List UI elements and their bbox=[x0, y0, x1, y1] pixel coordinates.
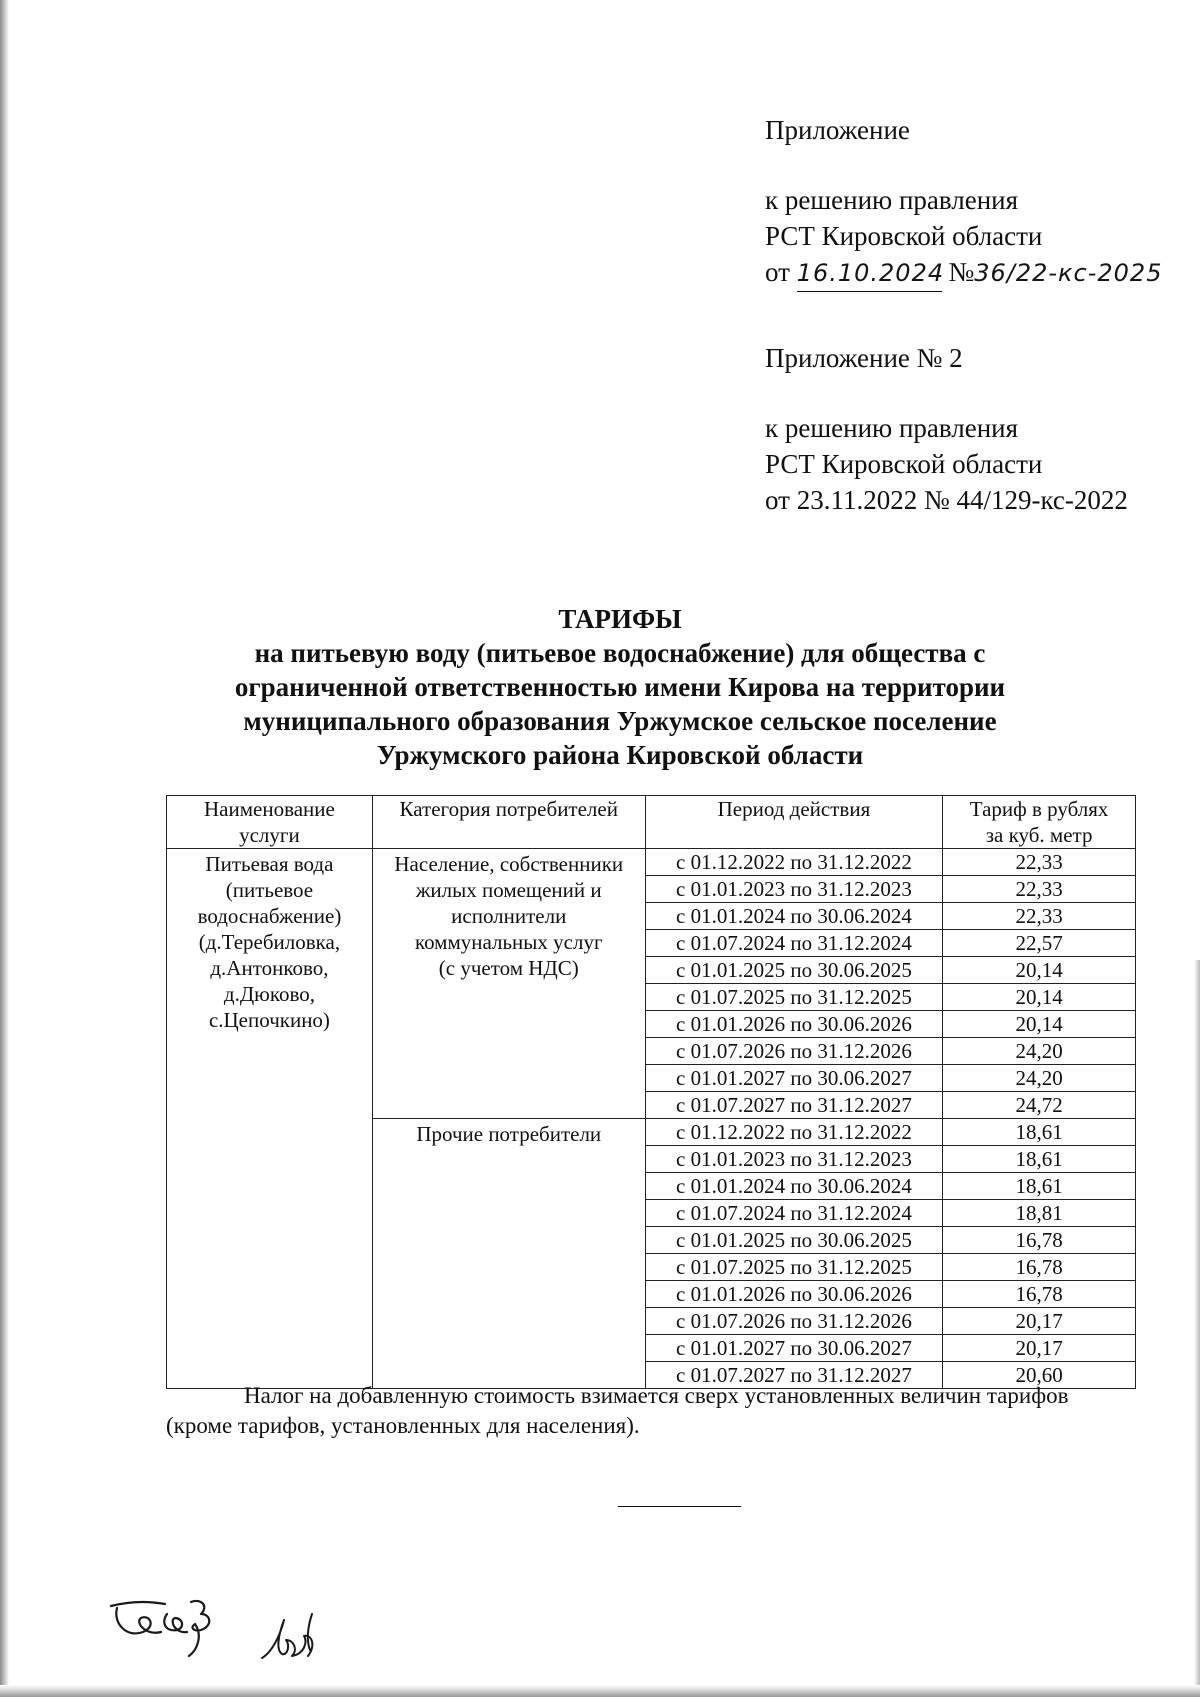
period-cell: с 01.07.2024 по 31.12.2024 bbox=[645, 1200, 943, 1227]
tariff-cell: 24,20 bbox=[943, 1065, 1136, 1092]
tariff-cell: 20,17 bbox=[943, 1308, 1136, 1335]
tariff-table bbox=[166, 795, 1136, 1389]
title-main: ТАРИФЫ bbox=[558, 604, 682, 634]
authority-line: РСТ Кировской области bbox=[765, 449, 1043, 479]
date-prefix: от bbox=[765, 257, 790, 287]
tariff-cell: 22,57 bbox=[943, 930, 1136, 957]
service-cell: Питьевая вода (питьевое водоснабжение) (д.Теребиловка, д.Антонково, д.Дюково, с.Цепочкино) bbox=[167, 849, 373, 1389]
tariff-cell: 20,14 bbox=[943, 984, 1136, 1011]
title-line: муниципального образования Уржумское сельское поселение bbox=[243, 706, 997, 736]
period-cell: с 01.12.2022 по 31.12.2022 bbox=[645, 849, 943, 876]
decision-date-line bbox=[765, 254, 1164, 292]
tariff-cell: 16,78 bbox=[943, 1227, 1136, 1254]
period-cell: с 01.01.2023 по 31.12.2023 bbox=[645, 1146, 943, 1173]
period-cell: с 01.07.2025 по 31.12.2025 bbox=[645, 1254, 943, 1281]
period-cell: с 01.01.2026 по 30.06.2026 bbox=[645, 1011, 943, 1038]
tariff-cell: 22,33 bbox=[943, 876, 1136, 903]
tariff-cell: 18,61 bbox=[943, 1119, 1136, 1146]
header-service: Наименование услуги bbox=[167, 796, 373, 849]
vat-note-line: (кроме тарифов, установленных для населения). bbox=[166, 1413, 640, 1438]
period-cell: с 01.07.2026 по 31.12.2026 bbox=[645, 1038, 943, 1065]
period-cell: с 01.12.2022 по 31.12.2022 bbox=[645, 1119, 943, 1146]
period-cell: с 01.01.2025 по 30.06.2025 bbox=[645, 957, 943, 984]
document-title bbox=[200, 602, 1040, 772]
vat-note bbox=[166, 1381, 1136, 1441]
period-cell: с 01.01.2024 по 30.06.2024 bbox=[645, 1173, 943, 1200]
decision-date-line: от 23.11.2022 № 44/129-кс-2022 bbox=[765, 485, 1128, 515]
decision-line: к решению правления bbox=[765, 185, 1019, 215]
tariff-cell: 24,72 bbox=[943, 1092, 1136, 1119]
tariff-cell: 20,17 bbox=[943, 1335, 1136, 1362]
category-cell-population: Население, собственники жилых помещений и исполнители коммунальных услуг (с учетом НДС) bbox=[372, 849, 645, 1119]
period-cell: с 01.01.2027 по 30.06.2027 bbox=[645, 1335, 943, 1362]
header-tariff: Тариф в рублях за куб. метр bbox=[943, 796, 1136, 849]
handwritten-initials-2 bbox=[258, 1606, 338, 1666]
title-line: ограниченной ответственностью имени Кирова на территории bbox=[234, 672, 1006, 702]
tariff-cell: 18,61 bbox=[943, 1173, 1136, 1200]
period-cell: с 01.07.2025 по 31.12.2025 bbox=[645, 984, 943, 1011]
period-cell: с 01.01.2027 по 30.06.2027 bbox=[645, 1065, 943, 1092]
tariff-cell: 20,14 bbox=[943, 1011, 1136, 1038]
tariff-cell: 16,78 bbox=[943, 1281, 1136, 1308]
tariff-cell: 22,33 bbox=[943, 849, 1136, 876]
appendix-header bbox=[765, 112, 1164, 292]
tariff-cell: 16,78 bbox=[943, 1254, 1136, 1281]
header-category: Категория потребителей bbox=[372, 796, 645, 849]
appendix-2-title: Приложение № 2 bbox=[765, 343, 963, 373]
handwritten-initials-1 bbox=[105, 1592, 245, 1662]
appendix-2-header bbox=[765, 340, 1128, 518]
period-cell: с 01.01.2023 по 31.12.2023 bbox=[645, 876, 943, 903]
end-divider bbox=[618, 1506, 741, 1507]
period-cell: с 01.07.2027 по 31.12.2027 bbox=[645, 1092, 943, 1119]
period-cell: с 01.01.2026 по 30.06.2026 bbox=[645, 1281, 943, 1308]
period-cell: с 01.07.2024 по 31.12.2024 bbox=[645, 930, 943, 957]
category-cell-others: Прочие потребители bbox=[372, 1119, 645, 1389]
scan-edge-left bbox=[0, 0, 9, 1697]
decision-line: к решению правления bbox=[765, 413, 1019, 443]
tariff-cell: 18,61 bbox=[943, 1146, 1136, 1173]
authority-line: РСТ Кировской области bbox=[765, 221, 1043, 251]
tariff-cell: 24,20 bbox=[943, 1038, 1136, 1065]
table-row bbox=[167, 849, 1136, 876]
scan-edge-bottom bbox=[0, 1685, 1200, 1697]
handwritten-number: 36/22-кс-2025 bbox=[974, 259, 1163, 287]
tariff-cell: 18,81 bbox=[943, 1200, 1136, 1227]
handwritten-date: 16.10.2024 bbox=[797, 255, 942, 292]
header-period: Период действия bbox=[645, 796, 943, 849]
number-prefix: № bbox=[948, 257, 975, 287]
period-cell: с 01.07.2027 по 31.12.2027 bbox=[645, 1362, 943, 1389]
period-cell: с 01.01.2024 по 30.06.2024 bbox=[645, 903, 943, 930]
period-cell: с 01.01.2025 по 30.06.2025 bbox=[645, 1227, 943, 1254]
period-cell: с 01.07.2026 по 31.12.2026 bbox=[645, 1308, 943, 1335]
title-line: Уржумского района Кировской области bbox=[376, 740, 864, 770]
table-header-row bbox=[167, 796, 1136, 849]
vat-note-line: Налог на добавленную стоимость взимается сверх установленных величин тарифов bbox=[244, 1383, 1069, 1408]
scan-edge-right bbox=[1194, 960, 1200, 1697]
appendix-title: Приложение bbox=[765, 115, 910, 145]
tariff-cell: 20,14 bbox=[943, 957, 1136, 984]
title-line: на питьевую воду (питьевое водоснабжение) для общества с bbox=[254, 638, 986, 668]
tariff-cell: 22,33 bbox=[943, 903, 1136, 930]
tariff-cell: 20,60 bbox=[943, 1362, 1136, 1389]
